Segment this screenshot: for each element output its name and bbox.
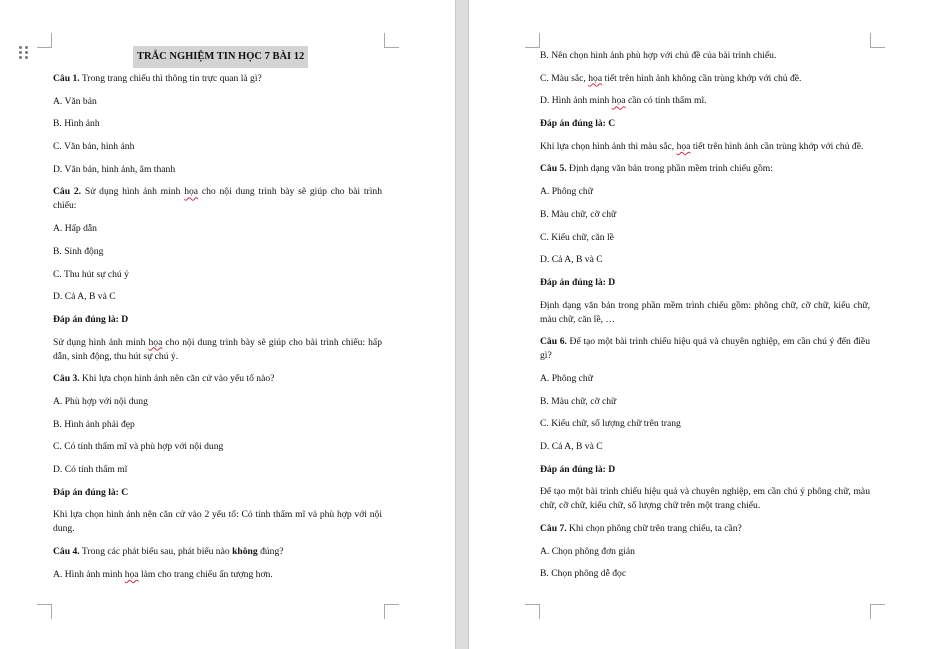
question-text: Trong các phát biểu sau, phát biểu nào bbox=[79, 546, 233, 558]
spellcheck-word: họa bbox=[148, 336, 163, 348]
paragraph bbox=[53, 245, 382, 259]
question bbox=[540, 522, 870, 536]
question-number: Câu 2. bbox=[53, 186, 82, 198]
paragraph-text: B. Sinh động bbox=[53, 245, 104, 257]
answer-text: Đáp án đúng là: D bbox=[540, 276, 616, 288]
spellcheck-word: họa bbox=[588, 72, 603, 84]
answer-text: Đáp án đúng là: D bbox=[540, 463, 616, 475]
crop-mark bbox=[384, 604, 399, 619]
crop-mark bbox=[870, 33, 885, 48]
paragraph-text: B. Chọn phông dễ đọc bbox=[540, 568, 627, 580]
spellcheck-word: họa bbox=[184, 186, 199, 198]
page-content-right bbox=[540, 46, 870, 581]
paragraph-text: A. Phông chữ bbox=[540, 372, 593, 384]
paragraph-text: C. Kiểu chữ, số lượng chữ trên trang bbox=[540, 418, 681, 430]
question-number: Câu 6. bbox=[540, 336, 567, 348]
question bbox=[540, 335, 870, 363]
question-text: cho nội dung trình bày sẽ giúp cho bài trình chiếu: bbox=[53, 186, 383, 212]
crop-mark bbox=[37, 33, 52, 48]
paragraph-text: cho nội dung trình bày sẽ giúp cho bài trình chiếu: hấp dẫn, sinh động, thu hút sự chú ý. bbox=[53, 336, 382, 362]
drag-handle-icon[interactable] bbox=[19, 46, 29, 60]
paragraph bbox=[53, 290, 382, 304]
question-number: Câu 4. bbox=[53, 546, 80, 558]
paragraph bbox=[540, 372, 870, 386]
paragraph-text: A. Hấp dẫn bbox=[53, 223, 97, 235]
page-gap bbox=[455, 0, 469, 649]
paragraph bbox=[540, 417, 870, 431]
paragraph-text: B. Màu chữ, cỡ chữ bbox=[540, 208, 617, 220]
crop-mark bbox=[384, 33, 399, 48]
question-text: Sử dụng hình ảnh minh bbox=[81, 186, 185, 198]
paragraph bbox=[53, 336, 382, 364]
paragraph bbox=[53, 568, 382, 582]
question bbox=[53, 72, 382, 86]
page-content-left bbox=[53, 46, 382, 582]
paragraph bbox=[53, 222, 382, 236]
document-page-right bbox=[469, 0, 927, 649]
question-text: đúng? bbox=[257, 546, 284, 558]
answer-key bbox=[53, 486, 382, 500]
paragraph-text: Định dạng văn bản trong phần mềm trình chiếu gồm: phông chữ, cỡ chữ, kiểu chữ, màu chữ, căn lề, … bbox=[540, 299, 870, 325]
paragraph bbox=[53, 117, 382, 131]
paragraph-text: A. Hình ảnh minh bbox=[53, 568, 125, 580]
answer-key bbox=[540, 276, 870, 290]
spellcheck-word: họa bbox=[611, 95, 626, 107]
paragraph-text: C. Kiểu chữ, căn lề bbox=[540, 231, 614, 243]
question-number: Câu 7. bbox=[540, 523, 567, 535]
paragraph bbox=[53, 95, 382, 109]
paragraph-text: B. Hình ảnh phải đẹp bbox=[53, 418, 135, 430]
answer-text: Đáp án đúng là: D bbox=[53, 313, 129, 325]
paragraph bbox=[540, 208, 870, 222]
paragraph bbox=[540, 140, 870, 154]
paragraph-text: D. Cả A, B và C bbox=[53, 291, 116, 303]
question-text: Để tạo một bài trình chiếu hiệu quả và chuyên nghiệp, em cần chú ý đến điều gì? bbox=[540, 336, 870, 362]
paragraph bbox=[53, 508, 382, 536]
crop-mark bbox=[525, 604, 540, 619]
paragraph-text: Sử dụng hình ảnh minh bbox=[53, 336, 149, 348]
paragraph-text: A. Phù hợp với nội dung bbox=[53, 395, 148, 407]
paragraph bbox=[540, 299, 870, 327]
paragraph-text: C. Có tính thẩm mĩ và phù hợp với nội dung bbox=[53, 441, 224, 453]
paragraph bbox=[540, 49, 870, 63]
paragraph bbox=[53, 418, 382, 432]
answer-text: Đáp án đúng là: C bbox=[540, 118, 616, 130]
crop-mark bbox=[37, 604, 52, 619]
question-text: Khi lựa chọn hình ảnh nên căn cứ vào yếu tố nào? bbox=[79, 373, 275, 385]
question-text: Định dạng văn bản trong phần mềm trình chiếu gồm: bbox=[566, 163, 773, 175]
question-text: Trong trang chiếu thì thông tin trực quan là gì? bbox=[79, 73, 262, 84]
crop-mark bbox=[870, 604, 885, 619]
paragraph bbox=[53, 140, 382, 154]
spellcheck-word: họa bbox=[124, 568, 139, 580]
paragraph-text: Khi lựa chọn hình ảnh nên căn cứ vào 2 yếu tố: Có tính thẩm mĩ và phù hợp với nội dung. bbox=[53, 509, 382, 535]
answer-key bbox=[540, 463, 870, 477]
paragraph bbox=[53, 463, 382, 477]
answer-text: Đáp án đúng là: C bbox=[53, 486, 129, 498]
paragraph-text: tiết trên hình ảnh cần trùng khớp với chủ đề. bbox=[690, 140, 864, 152]
paragraph-text: Để tạo một bài trình chiếu hiệu quả và chuyên nghiệp, em cần chú ý phông chữ, màu chữ, cỡ chữ, kiểu chữ, số lượng chữ trên một trang chiếu. bbox=[540, 486, 870, 512]
paragraph-text: làm cho trang chiếu ấn tượng hơn. bbox=[138, 568, 273, 580]
question-emphasis: không bbox=[232, 546, 258, 558]
answer-key bbox=[540, 117, 870, 131]
paragraph bbox=[540, 185, 870, 199]
question-number: Câu 5. bbox=[540, 163, 567, 175]
question-number: Câu 3. bbox=[53, 373, 80, 385]
paragraph-text: C. Thu hút sự chú ý bbox=[53, 268, 129, 280]
paragraph bbox=[540, 253, 870, 267]
question bbox=[540, 162, 870, 176]
paragraph bbox=[540, 545, 870, 559]
paragraph-text: B. Hình ảnh bbox=[53, 118, 100, 130]
paragraph-text: tiết trên hình ảnh không cần trùng khớp với chủ đề. bbox=[602, 72, 802, 84]
question bbox=[53, 185, 382, 213]
paragraph-text: D. Cả A, B và C bbox=[540, 441, 603, 452]
paragraph-text: D. Cả A, B và C bbox=[540, 254, 603, 266]
paragraph-text: A. Văn bản bbox=[53, 95, 97, 107]
paragraph bbox=[53, 163, 382, 177]
question bbox=[53, 545, 382, 559]
paragraph bbox=[53, 268, 382, 282]
document-page-left bbox=[0, 0, 455, 649]
paragraph bbox=[540, 440, 870, 454]
paragraph-text: Khi lựa chọn hình ảnh thì màu sắc, bbox=[540, 140, 677, 152]
paragraph bbox=[540, 567, 870, 581]
paragraph bbox=[53, 395, 382, 409]
answer-key bbox=[53, 313, 382, 327]
paragraph-text: C. Màu sắc, bbox=[540, 72, 589, 84]
paragraph-text: A. Chọn phông đơn giản bbox=[540, 545, 635, 557]
document-title: TRẮC NGHIỆM TIN HỌC 7 BÀI 12 bbox=[133, 46, 308, 68]
paragraph-text: B. Nên chọn hình ảnh phù hợp với chủ đề của bài trình chiếu. bbox=[540, 50, 777, 61]
crop-mark bbox=[525, 33, 540, 48]
paragraph bbox=[540, 94, 870, 108]
paragraph-text: D. Văn bản, hình ảnh, âm thanh bbox=[53, 163, 176, 175]
paragraph-text: D. Có tính thẩm mĩ bbox=[53, 464, 128, 475]
paragraph bbox=[540, 485, 870, 513]
paragraph bbox=[540, 231, 870, 245]
question-number: Câu 1. bbox=[53, 73, 80, 84]
paragraph-text: cần có tính thẩm mĩ. bbox=[625, 95, 707, 107]
paragraph-text: C. Văn bản, hình ảnh bbox=[53, 141, 135, 153]
spellcheck-word: họa bbox=[676, 140, 691, 152]
paragraph bbox=[540, 72, 870, 86]
paragraph-text: D. Hình ảnh minh bbox=[540, 95, 612, 107]
paragraph bbox=[53, 440, 382, 454]
paragraph-text: A. Phông chữ bbox=[540, 186, 593, 198]
paragraph-text: B. Màu chữ, cỡ chữ bbox=[540, 395, 617, 407]
question bbox=[53, 372, 382, 386]
question-text: Khi chọn phông chữ trên trang chiếu, ta cần? bbox=[566, 523, 742, 535]
paragraph bbox=[540, 395, 870, 409]
